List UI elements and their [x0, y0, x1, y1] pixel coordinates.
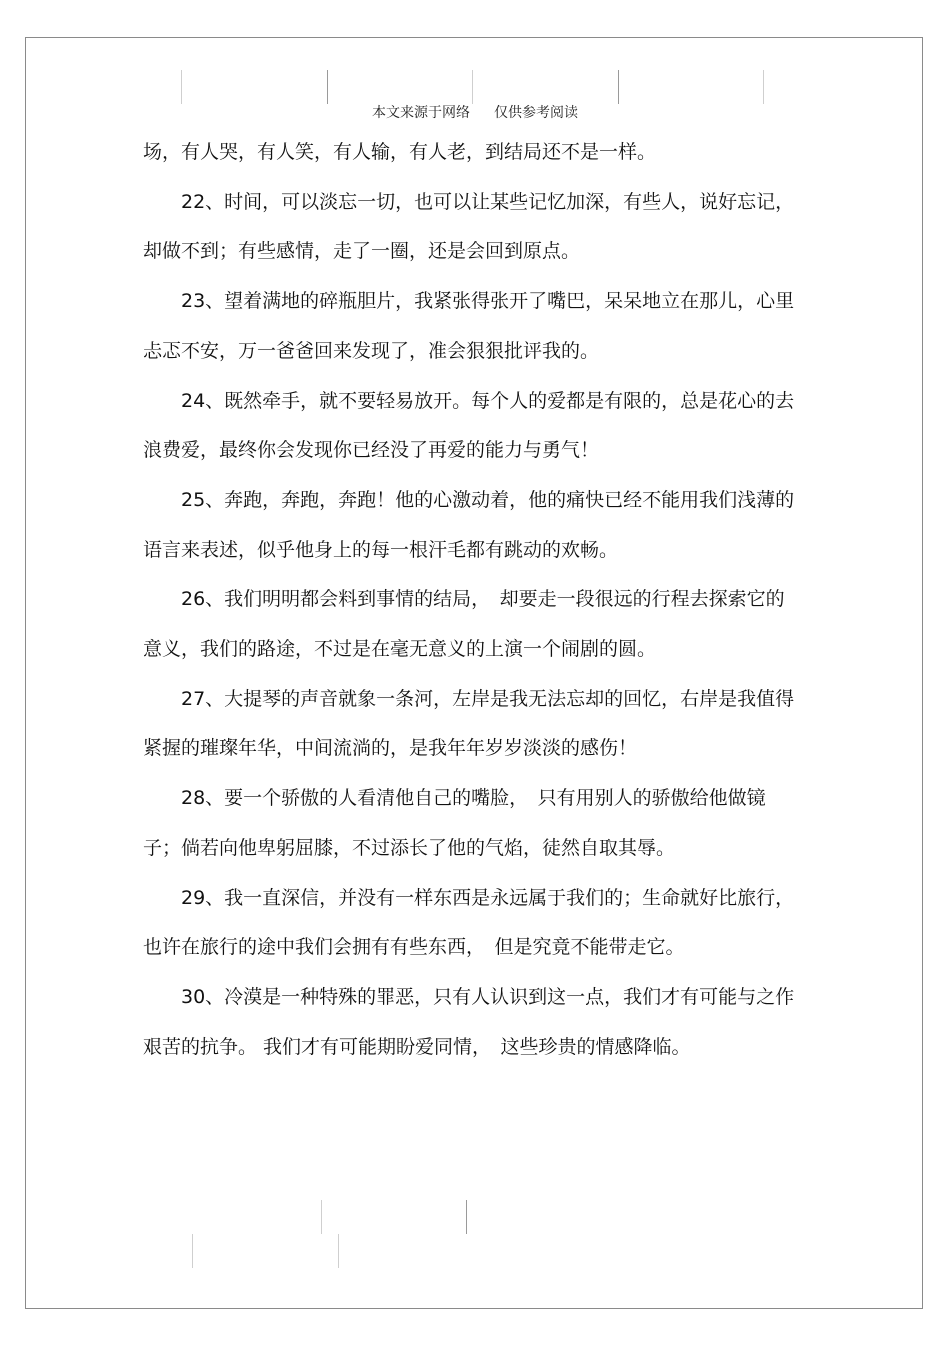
- reference-note: 仅供参考阅读: [494, 105, 578, 121]
- paragraph-22: 22、时间，可以淡忘一切，也可以让某些记忆加深，有些人，说好忘记，却做不到；有些感情，走了一圈，还是会回到原点。: [143, 190, 795, 263]
- paragraph-29: 29、我一直深信，并没有一样东西是永远属于我们的；生命就好比旅行，也许在旅行的途中我们会拥有有些东西， 但是究竟不能带走它。: [143, 886, 795, 959]
- paragraph-25: 25、奔跑，奔跑，奔跑！他的心激动着，他的痛快已经不能用我们浅薄的语言来表述，似乎他身上的每一根汗毛都有跳动的欢畅。: [143, 488, 795, 561]
- source-note: 本文来源于网络: [372, 105, 470, 121]
- top-mark-3: [472, 70, 473, 104]
- paragraph-30: 30、冷漠是一种特殊的罪恶，只有人认识到这一点，我们才有可能与之作艰苦的抗争。 我们才有可能期盼爱同情， 这些珍贵的情感降临。: [143, 985, 795, 1058]
- top-mark-1: [181, 70, 182, 104]
- top-mark-2: [327, 70, 328, 104]
- header-note: [0, 103, 950, 123]
- bottom-mark-1: [321, 1200, 322, 1234]
- bottom-mark-2: [466, 1200, 467, 1234]
- top-mark-4: [618, 70, 619, 104]
- top-mark-5: [763, 70, 764, 104]
- paragraph-continuation: 场，有人哭，有人笑，有人输，有人老，到结局还不是一样。: [143, 141, 657, 163]
- paragraph-23: 23、望着满地的碎瓶胆片，我紧张得张开了嘴巴，呆呆地立在那儿，心里忐忑不安，万一爸爸回来发现了，准会狠狠批评我的。: [143, 290, 795, 362]
- paragraph-26: 26、我们明明都会料到事情的结局， 却要走一段很远的行程去探索它的意义，我们的路途，不过是在毫无意义的上演一个闹剧的圆。: [143, 588, 785, 661]
- paragraph-27: 27、大提琴的声音就象一条河，左岸是我无法忘却的回忆，右岸是我值得紧握的璀璨年华，中间流淌的，是我年年岁岁淡淡的感伤！: [143, 687, 795, 760]
- document-body: [143, 128, 803, 1072]
- bottom-mark-3: [192, 1234, 193, 1268]
- paragraph-28: 28、要一个骄傲的人看清他自己的嘴脸， 只有用别人的骄傲给他做镜子；倘若向他卑躬屈膝，不过添长了他的气焰，徒然自取其辱。: [143, 787, 766, 859]
- bottom-mark-4: [338, 1234, 339, 1268]
- paragraph-24: 24、既然牵手，就不要轻易放开。每个人的爱都是有限的，总是花心的去浪费爱，最终你会发现你已经没了再爱的能力与勇气！: [143, 389, 795, 462]
